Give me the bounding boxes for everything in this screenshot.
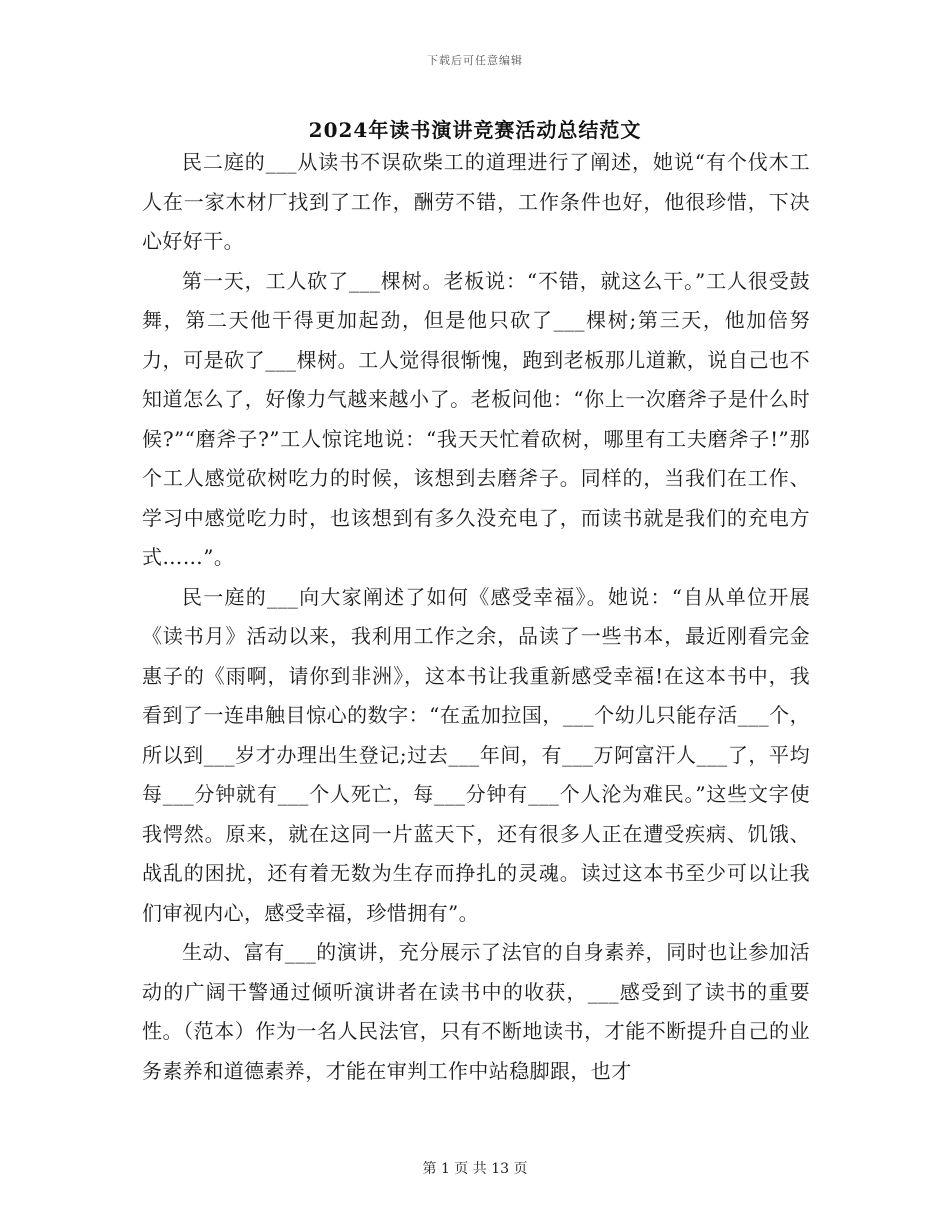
header-note: 下载后可任意编辑 — [427, 54, 523, 67]
page-number: 第 1 页 共 13 页 — [422, 1161, 528, 1177]
paragraph: 第一天，工人砍了___棵树。老板说：“不错，就这么干。”工人很受鼓舞，第二天他干得更加起劲，但是他只砍了___棵树;第三天，他加倍努力，可是砍了___棵树。工人觉得很惭愧，跑到老板那儿道歉，说自己也不知道怎么了，好像力气越来越小了。老板问他：“你上一次磨斧子是什么时候?”“磨斧子?”工人惊诧地说：“我天天忙着砍树，哪里有工夫磨斧子!”那个工人感觉砍树吃力的时候，该想到去磨斧子。同样的，当我们在工作、学习中感觉吃力时，也该想到有多久没充电了，而读书就是我们的充电方式……”。 — [142, 268, 810, 569]
paragraph: 民一庭的___向大家阐述了如何《感受幸福》。她说：“自从单位开展《读书月》活动以来，我利用工作之余，品读了一些书本，最近刚看完金惠子的《雨啊，请你到非洲》，这本书让我重新感受幸福!在这本书中，我看到了一连串触目惊心的数字：“在孟加拉国，___个幼儿只能存活___个，所以到___岁才办理出生登记;过去___年间，有___万阿富汗人___了，平均每___分钟就有___个人死亡，每___分钟有___个人沦为难民。”这些文字使我愕然。原来，就在这同一片蓝天下，还有很多人正在遭受疾病、饥饿、战乱的困扰，还有着无数为生存而挣扎的灵魂。读过这本书至少可以让我们审视内心，感受幸福，珍惜拥有”。 — [142, 584, 810, 925]
document-body — [142, 143, 810, 1091]
paragraph: 生动、富有___的演讲，充分展示了法官的自身素养，同时也让参加活动的广阔干警通过倾听演讲者在读书中的收获，___感受到了读书的重要性。（范本）作为一名人民法官，只有不断地读书，才能不断提升自己的业务素养和道德素养，才能在审判工作中站稳脚跟，也才 — [142, 940, 810, 1083]
paragraph: 民二庭的___从读书不误砍柴工的道理进行了阐述，她说“有个伐木工人在一家木材厂找到了工作，酬劳不错，工作条件也好，他很珍惜，下决心好好干。 — [142, 150, 810, 253]
document-title: 2024年读书演讲竞赛活动总结范文 — [308, 118, 642, 142]
